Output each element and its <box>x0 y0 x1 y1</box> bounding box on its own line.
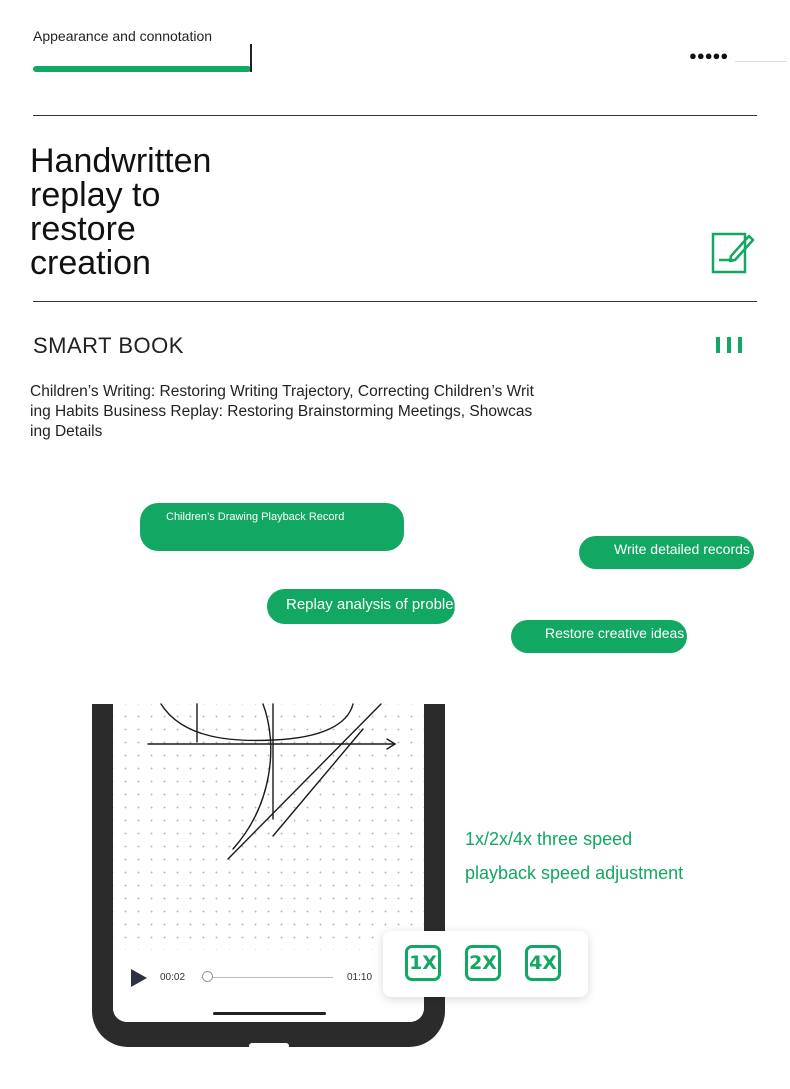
home-indicator <box>213 1012 326 1015</box>
section-description: Children’s Writing: Restoring Writing Trajectory, Correcting Children’s Writing Habits Business Replay: Restoring Brainstorming Meetings, Showcasing Details <box>30 383 534 440</box>
speed-1x-button[interactable]: 1X <box>405 945 441 981</box>
top-divider <box>33 115 757 116</box>
tag-restore-ideas[interactable] <box>511 620 687 653</box>
middle-divider <box>33 301 757 302</box>
nav-divider <box>250 44 252 72</box>
edit-note-icon[interactable] <box>711 230 755 274</box>
section-title: SMART BOOK <box>33 333 184 358</box>
tag-label: Write detailed records <box>614 541 750 557</box>
play-icon[interactable] <box>130 968 148 988</box>
speed-4x-button[interactable]: 4X <box>525 945 561 981</box>
tag-write-records[interactable] <box>579 536 754 569</box>
tag-label: Replay analysis of problem-solving ideas <box>286 596 558 613</box>
progress-track[interactable] <box>201 977 333 978</box>
page-title <box>30 144 330 280</box>
current-time: 00:02 <box>160 972 186 983</box>
tag-label: Restore creative ideas <box>545 625 685 641</box>
title-line: restore <box>30 210 136 248</box>
title-line: creation <box>30 244 151 282</box>
more-dots-icon[interactable]: ●●●●● <box>689 48 729 63</box>
three-bars-icon[interactable] <box>716 337 742 353</box>
nav-underline <box>33 66 251 72</box>
speed-description <box>465 822 683 890</box>
speed-line: playback speed adjustment <box>465 863 684 883</box>
dots-divider <box>735 61 787 62</box>
speed-selector <box>383 931 588 997</box>
handwriting-drawing <box>113 704 424 954</box>
progress-handle[interactable] <box>202 971 213 982</box>
title-line: replay to <box>30 176 161 214</box>
title-line: Handwritten <box>30 142 212 180</box>
tag-replay-analysis[interactable] <box>267 589 558 624</box>
nav-label[interactable]: Appearance and connotation <box>33 28 213 44</box>
speed-2x-button[interactable]: 2X <box>465 945 501 981</box>
tag-drawing-playback[interactable] <box>140 503 404 551</box>
tag-label: Children’s Drawing Playback Record <box>166 511 345 523</box>
speed-line: 1x/2x/4x three speed <box>465 829 633 849</box>
phone-bottom-notch <box>249 1043 289 1049</box>
total-time: 01:10 <box>347 972 373 983</box>
